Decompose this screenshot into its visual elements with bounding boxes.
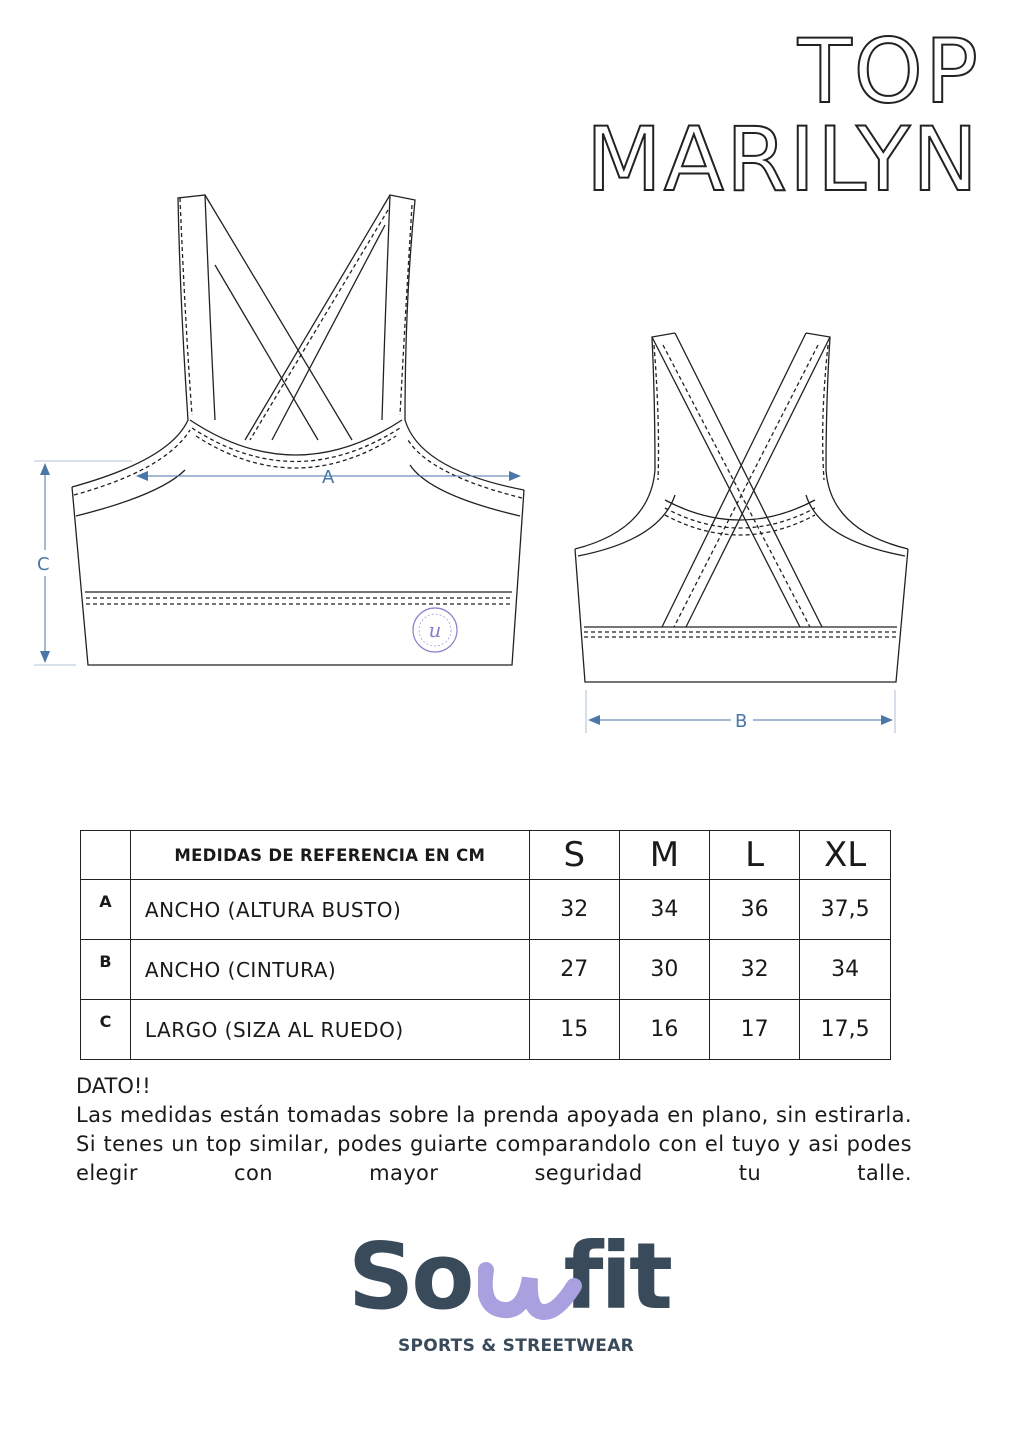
row-key: A (81, 880, 131, 940)
row-value: 32 (529, 880, 619, 940)
size-header-m: M (619, 831, 709, 880)
logo-u-swoosh-icon (478, 1256, 588, 1326)
table-header-label: MEDIDAS DE REFERENCIA EN CM (130, 831, 529, 880)
table-corner-cell (81, 831, 131, 880)
svg-text:u: u (428, 618, 442, 642)
row-value: 37,5 (800, 880, 891, 940)
size-header-l: L (710, 831, 800, 880)
dimension-a (137, 467, 520, 488)
row-value: 27 (529, 940, 619, 1000)
dimension-b-label: B (735, 711, 748, 732)
row-key: C (81, 1000, 131, 1060)
logo-text-part1: So (348, 1223, 472, 1330)
soufit-badge-icon (413, 608, 457, 652)
row-label: ANCHO (ALTURA BUSTO) (130, 880, 529, 940)
row-label: ANCHO (CINTURA) (130, 940, 529, 1000)
measurement-note (76, 1072, 912, 1188)
table-header-row (81, 831, 891, 880)
logo-tagline: SPORTS & STREETWEAR (398, 1336, 635, 1356)
dimension-c (34, 461, 132, 665)
size-header-s: S (529, 831, 619, 880)
row-value: 34 (800, 940, 891, 1000)
row-value: 15 (529, 1000, 619, 1060)
front-view-drawing (72, 195, 524, 665)
row-value: 17 (710, 1000, 800, 1060)
table-row (81, 880, 891, 940)
back-view-drawing (575, 333, 908, 682)
note-title: DATO!! (76, 1074, 151, 1098)
dimension-c-label: C (37, 554, 50, 575)
row-value: 36 (710, 880, 800, 940)
row-value: 17,5 (800, 1000, 891, 1060)
size-header-xl: XL (800, 831, 891, 880)
table-row (81, 940, 891, 1000)
size-table (80, 830, 891, 1060)
row-value: 32 (710, 940, 800, 1000)
row-value: 16 (619, 1000, 709, 1060)
row-value: 30 (619, 940, 709, 1000)
row-label: LARGO (SIZA AL RUEDO) (130, 1000, 529, 1060)
logo-text-part2: fit (563, 1223, 671, 1330)
row-key: B (81, 940, 131, 1000)
brand-logo (340, 1222, 690, 1372)
dimension-a-label: A (322, 467, 335, 488)
note-body: Las medidas están tomadas sobre la prenda apoyada en plano, sin estirarla. Si tenes un top similar, podes guiarte comparandolo con el tuyo y asi podes elegir con mayor seguridad tu talle. (76, 1103, 912, 1185)
title-line-1: TOP (797, 20, 980, 123)
table-row (81, 1000, 891, 1060)
title-line-2: MARILYN (585, 108, 980, 211)
dimension-b (586, 690, 895, 733)
row-value: 34 (619, 880, 709, 940)
